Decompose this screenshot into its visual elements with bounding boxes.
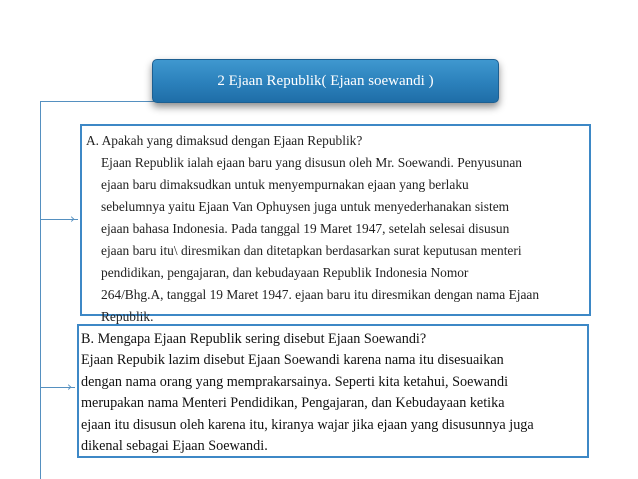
- section-b-answer-line: ejaan itu disusun oleh karena itu, kiranya wajar jika ejaan yang disusunnya juga: [81, 416, 534, 433]
- section-a-answer-line: sebelumnya yaitu Ejaan Van Ophuysen juga untuk menyederhanakan sistem: [101, 199, 510, 214]
- section-b-answer-line: merupakan nama Menteri Pendidikan, Pengajaran, dan Kebudayaan ketika: [81, 395, 505, 412]
- section-a-answer-line: Ejaan Republik ialah ejaan baru yang disusun oleh Mr. Soewandi. Penyusunan: [101, 155, 522, 170]
- section-b-answer-line: Ejaan Repubik lazim disebut Ejaan Soewandi karena nama itu disesuaikan: [81, 352, 504, 369]
- arrow-right-icon: ›: [67, 380, 73, 395]
- section-b-question: [81, 329, 587, 350]
- section-b-question-text: . Mengapa Ejaan Republik sering disebut Ejaan Soewandi?: [90, 331, 427, 347]
- slide-title: 2 Ejaan Republik( Ejaan soewandi ): [152, 59, 499, 103]
- section-a-answer-line: ejaan baru dimaksudkan untuk menyempurnakan ejaan yang berlaku: [101, 177, 469, 192]
- arrow-right-icon: ›: [70, 212, 76, 227]
- section-a-answer-line: 264/Bhg.A, tanggal 19 Maret 1947. ejaan baru itu diresmikan dengan nama Ejaan: [101, 287, 540, 302]
- section-b-answer-line: dikenal sebagai Ejaan Soewandi.: [81, 438, 268, 455]
- section-a-answer-line: Republik.: [101, 309, 154, 324]
- section-a-question-text: . Apakah yang dimaksud dengan Ejaan Republik?: [95, 133, 363, 148]
- section-b-marker: B: [81, 331, 91, 347]
- section-a-answer-line: pendidikan, pengajaran, dan kebudayaan Republik Indonesia Nomor: [101, 265, 469, 280]
- section-a-marker: A: [86, 133, 96, 148]
- section-a-box: [80, 124, 591, 324]
- section-b-answer-line: dengan nama orang yang memprakarsainya. Seperti kita ketahui, Soewandi: [81, 373, 509, 390]
- section-a-answer-line: ejaan baru itu\ diresmikan dan ditetapkan berdasarkan surat keputusan menteri: [101, 243, 522, 258]
- section-a-answer-line: ejaan bahasa Indonesia. Pada tanggal 19 Maret 1947, setelah selesai disusun: [101, 221, 510, 236]
- section-a-question: [86, 130, 583, 152]
- connector-vertical: [40, 101, 41, 479]
- section-b-box: [77, 324, 589, 458]
